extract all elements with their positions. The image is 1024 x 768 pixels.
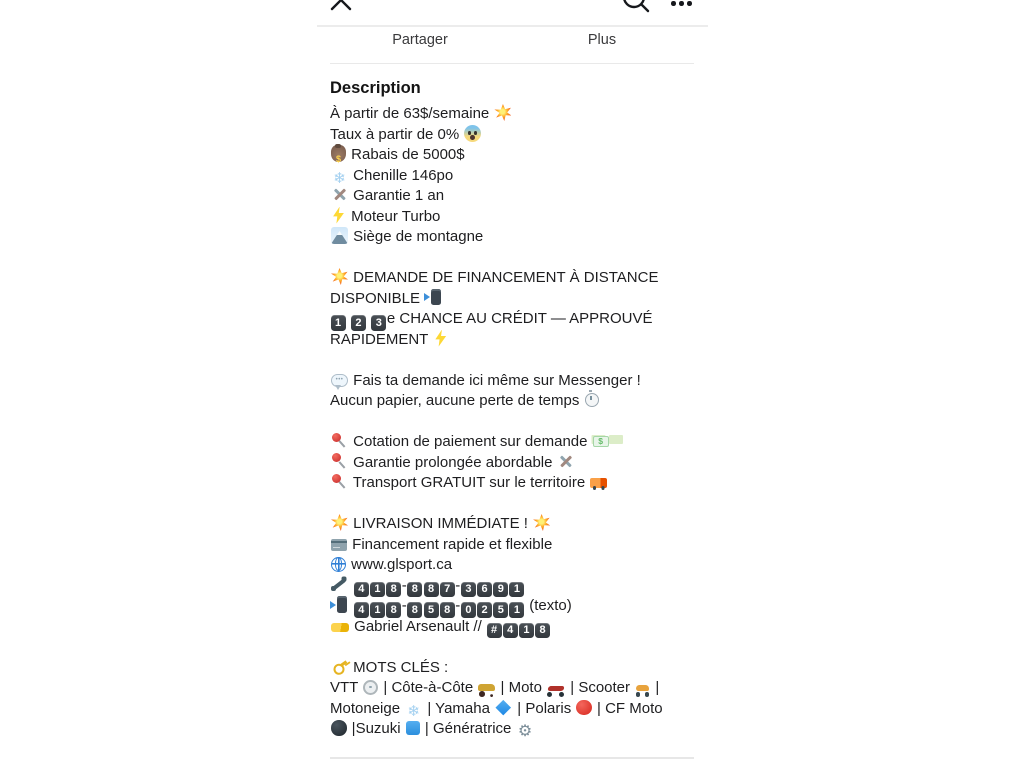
keycap-8-emoji: 8	[386, 602, 401, 618]
zap-emoji	[433, 330, 448, 347]
blank-line	[330, 248, 702, 269]
keycap-5-emoji: 5	[424, 602, 439, 618]
description-title: Description	[330, 79, 421, 97]
description-line: MOTS CLÉS :	[330, 658, 702, 679]
close-icon[interactable]	[329, 0, 353, 12]
keycap-8-emoji: 8	[424, 582, 439, 598]
blank-line	[330, 412, 702, 433]
keycap-8-emoji: 8	[407, 602, 422, 618]
description-line: Gabriel Arsenault // # 4 1 8	[330, 617, 702, 638]
keycap-1-emoji: 1	[519, 623, 534, 639]
keycap-0-emoji: 0	[461, 602, 476, 618]
more-options-icon[interactable]	[671, 1, 692, 6]
snowflake-emoji	[331, 170, 348, 187]
description-line: Transport GRATUIT sur le territoire	[330, 473, 702, 494]
moto-emoji	[547, 686, 565, 694]
boom-emoji	[331, 514, 348, 531]
hammerpick-emoji	[558, 453, 575, 470]
keycap-3-emoji: 3	[461, 582, 476, 598]
key-emoji	[328, 654, 352, 678]
keycap-2-emoji: 2	[477, 602, 492, 618]
truck-emoji	[590, 478, 607, 488]
description-line: Garantie prolongée abordable	[330, 453, 702, 474]
description-line: Cotation de paiement sur demande $	[330, 432, 702, 453]
keycap-1-emoji: 1	[509, 582, 524, 598]
description-line: Taux à partir de 0%	[330, 125, 702, 146]
keycap-hash-emoji: #	[487, 623, 502, 639]
phone-emoji	[331, 576, 348, 593]
card-emoji	[331, 539, 347, 551]
keycap-8-emoji: 8	[386, 582, 401, 598]
keycap-7-emoji: 7	[440, 582, 455, 598]
handshake-emoji	[331, 623, 349, 632]
description-line: DEMANDE DE FINANCEMENT À DISTANCE	[330, 268, 702, 289]
plus-button[interactable]: Plus	[587, 32, 617, 48]
description-line: VTT | Côte-à-Côte | Moto | Scooter |	[330, 679, 660, 696]
bottom-divider	[330, 757, 694, 759]
blank-line	[330, 350, 702, 371]
search-icon[interactable]	[620, 0, 652, 16]
zap-emoji	[331, 207, 346, 224]
keycap-4-emoji: 4	[503, 623, 518, 639]
keycap-3-emoji: 3	[371, 315, 386, 331]
keycap-1-emoji: 1	[331, 315, 346, 331]
description-line: RAPIDEMENT	[330, 330, 702, 351]
description-line: Aucun papier, aucune perte de temps	[330, 391, 702, 412]
stopwatch-emoji	[585, 393, 599, 407]
boom-emoji	[331, 268, 348, 285]
description-line: À partir de 63$/semaine	[330, 104, 702, 125]
description-line: Financement rapide et flexible	[330, 535, 702, 556]
bluediamond-emoji	[495, 699, 512, 716]
description-line: 4 1 8 - 8 8 7 - 3 6 9 1	[330, 576, 702, 597]
snowflake-emoji	[405, 703, 422, 720]
keycap-8-emoji: 8	[535, 623, 550, 639]
moneywings-emoji	[593, 436, 609, 447]
blank-line	[330, 637, 702, 658]
blackcircle-emoji	[331, 720, 347, 736]
description-lines	[330, 104, 702, 740]
keycap-1-emoji: 1	[370, 602, 385, 618]
keycap-6-emoji: 6	[477, 582, 492, 598]
hammerpick-emoji	[331, 186, 348, 203]
description-line: LIVRAISON IMMÉDIATE !	[330, 514, 702, 535]
blank-line	[330, 494, 702, 515]
moneybag-emoji	[331, 145, 346, 162]
redcircle-emoji	[576, 700, 592, 716]
keycap-1-emoji: 1	[509, 602, 524, 618]
description-line: Siège de montagne	[330, 227, 702, 248]
keycap-1-emoji: 1	[370, 582, 385, 598]
gear-emoji	[517, 723, 534, 740]
boom-emoji	[533, 514, 550, 531]
globe-emoji	[331, 557, 346, 572]
description-line: DISPONIBLE	[330, 289, 702, 310]
keycap-9-emoji: 9	[493, 582, 508, 598]
partager-button[interactable]: Partager	[392, 32, 448, 48]
pin-emoji	[331, 432, 348, 449]
pin-emoji	[331, 473, 348, 490]
pin-emoji	[331, 453, 348, 470]
description-line: Moteur Turbo	[330, 207, 702, 228]
keycap-8-emoji: 8	[440, 602, 455, 618]
description-line: Motoneige ❄ | Yamaha | Polaris | CF Moto	[330, 699, 702, 720]
description-line: www.glsport.ca	[330, 555, 702, 576]
description-line: ••• Fais ta demande ici même sur Messenger !	[330, 371, 702, 392]
description-line: ❄ Chenille 146po	[330, 166, 702, 187]
phonearrow-emoji	[425, 289, 442, 306]
scooter-emoji	[635, 685, 650, 694]
phonearrow-emoji	[331, 596, 348, 613]
description-line: Garantie 1 an	[330, 186, 702, 207]
bluesquare-emoji	[406, 721, 420, 735]
scream-emoji	[464, 125, 481, 142]
description-line: 1 2 3 e CHANCE AU CRÉDIT — APPROUVÉ	[330, 309, 702, 330]
description-line: |Suzuki | Génératrice ⚙	[330, 719, 702, 740]
description-line: $ Rabais de 5000$	[330, 145, 702, 166]
wheel-emoji	[363, 680, 378, 695]
keycap-8-emoji: 8	[407, 582, 422, 598]
keycap-5-emoji: 5	[493, 602, 508, 618]
speech-emoji	[331, 374, 348, 387]
header-divider	[330, 63, 694, 65]
keycap-4-emoji: 4	[354, 602, 369, 618]
mountain-emoji	[331, 227, 348, 244]
description-section	[330, 79, 702, 740]
description-line: 4 1 8 - 8 5 8 - 0 2 5 1 (texto)	[330, 596, 702, 617]
tractor-emoji	[478, 684, 495, 694]
keycap-4-emoji: 4	[354, 582, 369, 598]
boom-emoji	[494, 104, 511, 121]
toolbar-divider	[317, 25, 708, 27]
keycap-2-emoji: 2	[351, 315, 366, 331]
